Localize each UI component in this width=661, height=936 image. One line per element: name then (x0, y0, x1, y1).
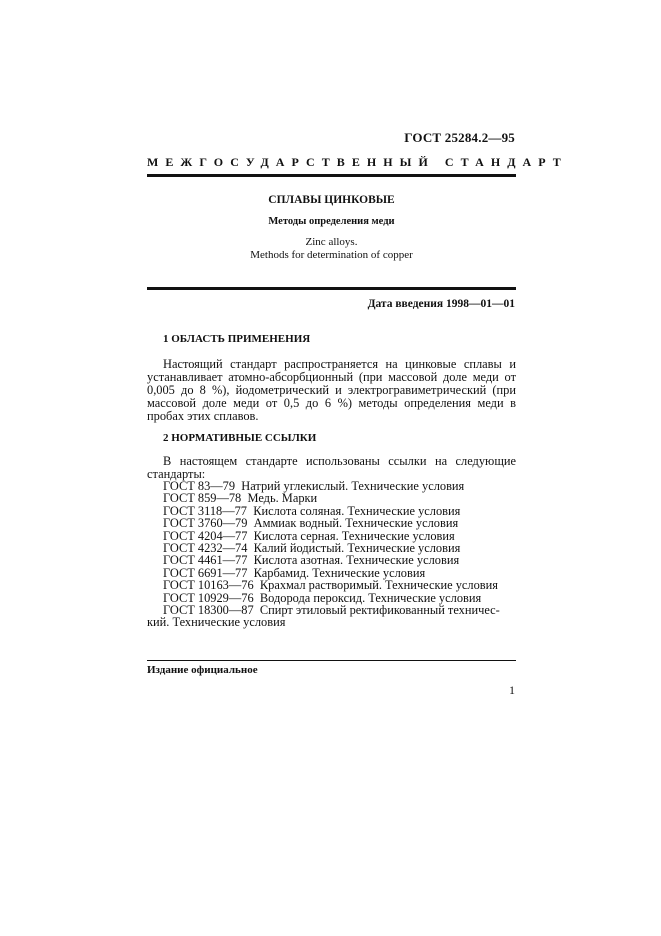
reference-title: Калий йодистый. Технические условия (253, 541, 461, 556)
section-2-intro: В настоящем стандарте использованы ссылки на следующие стандарты: (147, 454, 516, 481)
reference-title: Кислота серная. Технические условия (253, 528, 455, 543)
reference-code: ГОСТ 3760—79 (163, 516, 248, 531)
reference-code: ГОСТ 859—78 (163, 491, 242, 506)
reference-code: ГОСТ 10163—76 (163, 578, 254, 593)
reference-title: Натрий углекислый. Технические условия (241, 479, 465, 493)
english-title-line-2: Methods for determination of copper (250, 249, 413, 261)
reference-title: Кислота азотная. Технические условия (253, 553, 460, 568)
section-1-heading: 1 ОБЛАСТЬ ПРИМЕНЕНИЯ (163, 333, 311, 345)
reference-code: ГОСТ 4204—77 (163, 528, 248, 543)
footer-rule (147, 660, 516, 661)
reference-title: Кислота соляная. Технические условия (253, 503, 461, 518)
english-title-line-1: Zinc alloys. (305, 236, 358, 248)
reference-code: ГОСТ 4232—74 (163, 541, 248, 556)
reference-title: Аммиак водный. Технические условия (253, 516, 459, 531)
english-title (147, 236, 516, 262)
reference-title: Водорода пероксид. Технические условия (259, 590, 482, 605)
reference-code: ГОСТ 10929—76 (163, 590, 254, 605)
gost-code: ГОСТ 25284.2—95 (404, 130, 515, 145)
reference-code: ГОСТ 18300—87 (163, 603, 254, 618)
page-number: 1 (509, 683, 515, 697)
reference-code: ГОСТ 6691—77 (163, 565, 248, 580)
document-subtitle: Методы определения меди (268, 216, 395, 227)
reference-code: ГОСТ 83—79 (163, 479, 236, 493)
reference-title: Крахмал растворимый. Технические условия (259, 578, 498, 593)
document-title: СПЛАВЫ ЦИНКОВЫЕ (268, 194, 395, 206)
title-rule (147, 287, 516, 290)
reference-title: Спирт этиловый ректификованный техничес- (259, 603, 500, 618)
introduction-date: Дата введения 1998—01—01 (367, 298, 515, 310)
reference-code: ГОСТ 3118—77 (163, 503, 247, 518)
reference-code: ГОСТ 4461—77 (163, 553, 248, 568)
interstate-standard-heading: МЕЖГОСУДАРСТВЕННЫЙ СТАНДАРТ (147, 155, 568, 169)
section-1-text: Настоящий стандарт распространяется на цинковые сплавы и устанавливает атомно-абсорбционный (при массовой доле меди от 0,005 до 8 %), йодометрический и электрогравиметрический (при массовой доле меди от 0,5 до 6 %) методы определения меди в пробах этих сплавов. (147, 357, 516, 423)
reference-continuation: кий. Технические условия (147, 615, 286, 630)
section-2-heading: 2 НОРМАТИВНЫЕ ССЫЛКИ (163, 432, 317, 444)
reference-title: Карбамид. Технические условия (253, 565, 426, 580)
header-rule (147, 174, 516, 177)
reference-title: Медь. Марки (247, 491, 318, 506)
official-edition-note: Издание официальное (147, 664, 258, 676)
normative-references-list (147, 480, 516, 629)
